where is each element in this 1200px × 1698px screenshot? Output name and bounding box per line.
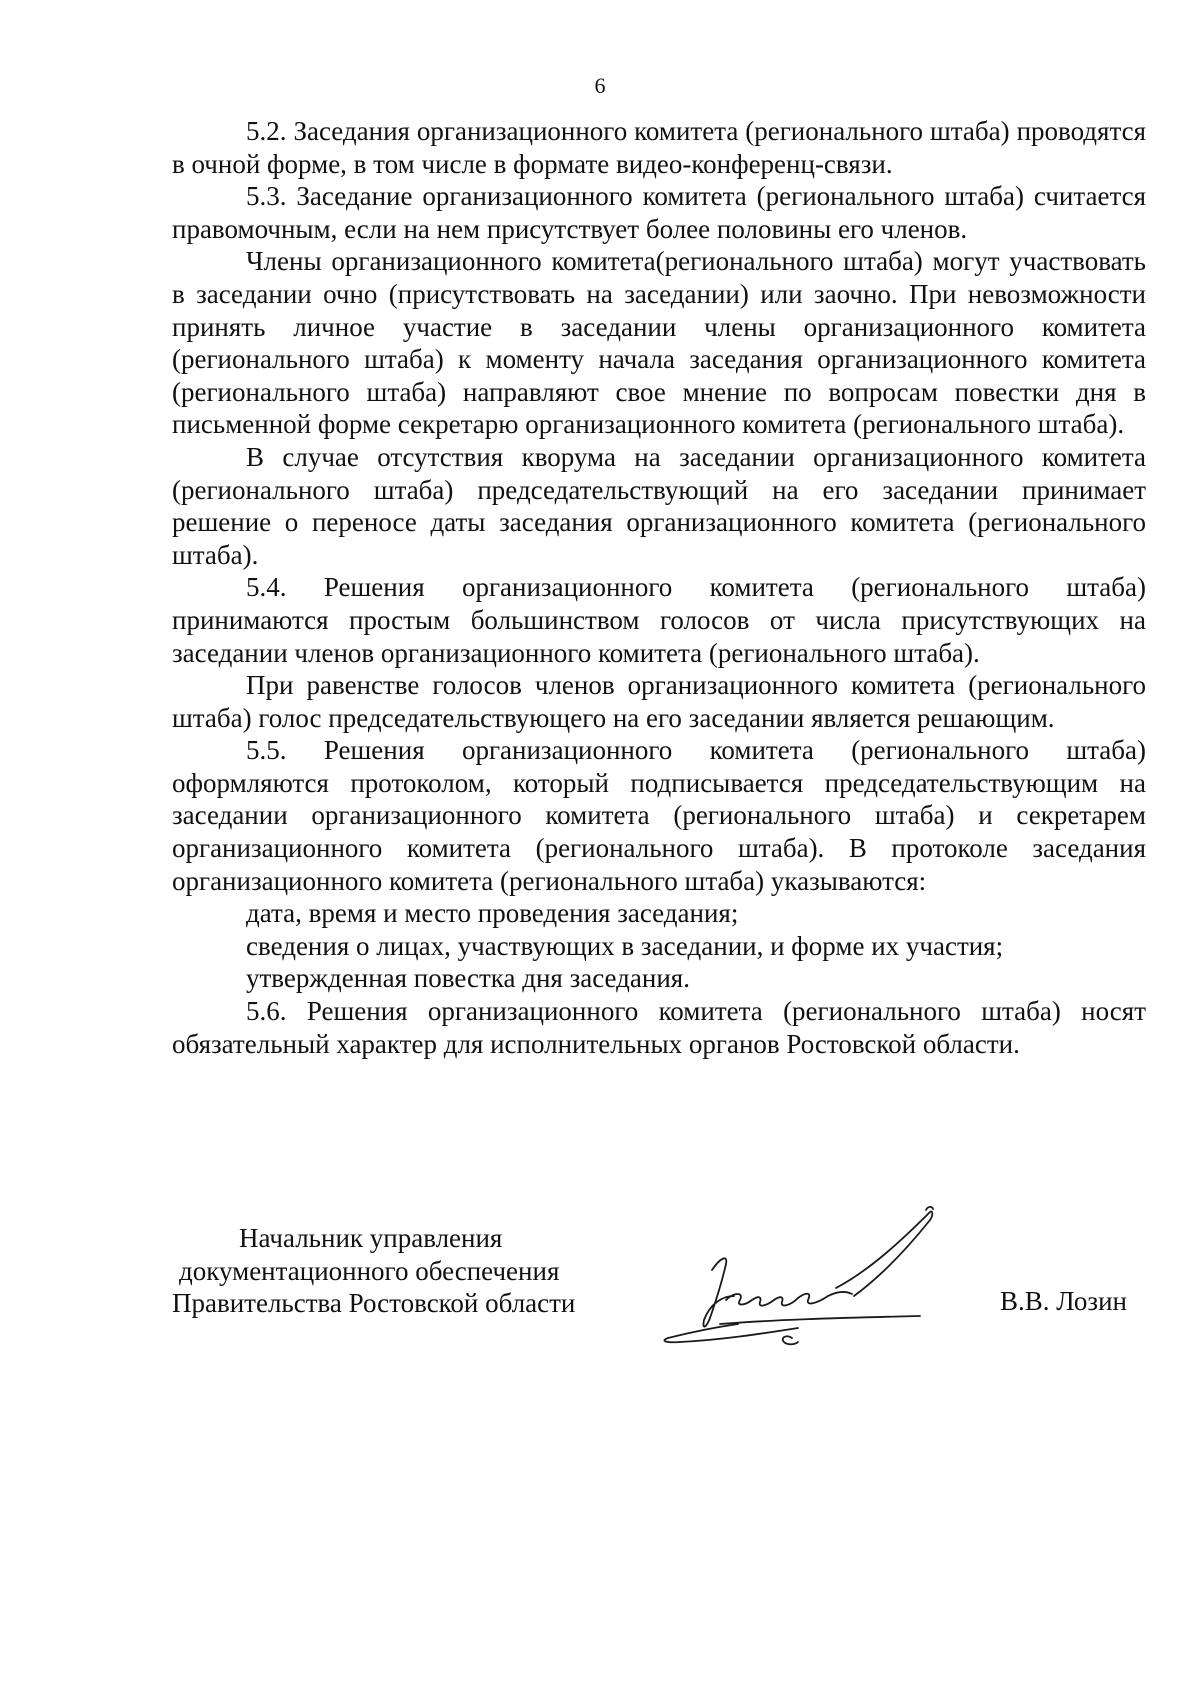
paragraph-quorum: В случае отсутствия кворума на заседании организационного комитета (регионального штаба) председательствующий на его заседании принимает решение о переносе даты заседания организационного комитета (регионального штаба). <box>172 441 1146 570</box>
signer-title-line-1: Начальник управления <box>239 1223 503 1253</box>
signer-title-line-2: документационного обеспечения <box>179 1255 560 1286</box>
list-item-participants: сведения о лицах, участвующих в заседании, и форме их участия; <box>246 930 1004 961</box>
paragraph-5-2: 5.2. Заседания организационного комитета (регионального штаба) проводятся в очной форме, в том числе в формате видео-конференц-связи. <box>172 116 1146 179</box>
list-item-agenda: утвержденная повестка дня заседания. <box>246 963 690 994</box>
paragraph-5-4: 5.4. Решения организационного комитета (регионального штаба) принимаются простым большинством голосов от числа присутствующих на заседании членов организационного комитета (регионального штаба). <box>172 572 1146 668</box>
handwritten-signature <box>640 1200 1000 1360</box>
document-body <box>172 115 1146 1060</box>
paragraph-5-5: 5.5. Решения организационного комитета (регионального штаба) оформляются протоколом, который подписывается председательствующим на заседании организационного комитета (регионального штаба) и секретарем организационного комитета (регионального штаба). В протоколе заседания организационного комитета (регионального штаба) указываются: <box>172 735 1146 896</box>
paragraph-equal-votes: При равенстве голосов членов организационного комитета (регионального штаба) голос председательствующего на его заседании является решающим. <box>172 670 1146 733</box>
paragraph-5-6: 5.6. Решения организационного комитета (регионального штаба) носят обязательный характер для исполнительных органов Ростовской области. <box>172 996 1146 1059</box>
paragraph-5-3: 5.3. Заседание организационного комитета (регионального штаба) считается правомочным, если на нем присутствует более половины его членов. <box>172 181 1146 244</box>
paragraph-members-participation: Члены организационного комитета(регионального штаба) могут участвовать в заседании очно (присутствовать на заседании) или заочно. При невозможности принять личное участие в заседании члены организационного комитета (регионального штаба) к моменту начала заседания организационного комитета (регионального штаба) направляют свое мнение по вопросам повестки дня в письменной форме секретарю организационного комитета (регионального штаба). <box>172 246 1146 440</box>
signer-title-block <box>172 1222 612 1320</box>
page-number: 6 <box>594 73 606 98</box>
signer-title-line-3: Правительства Ростовской области <box>172 1288 576 1318</box>
list-item-date-time-place: дата, время и место проведения заседания; <box>246 898 739 929</box>
signer-name: В.В. Лозин <box>1000 1286 1127 1316</box>
